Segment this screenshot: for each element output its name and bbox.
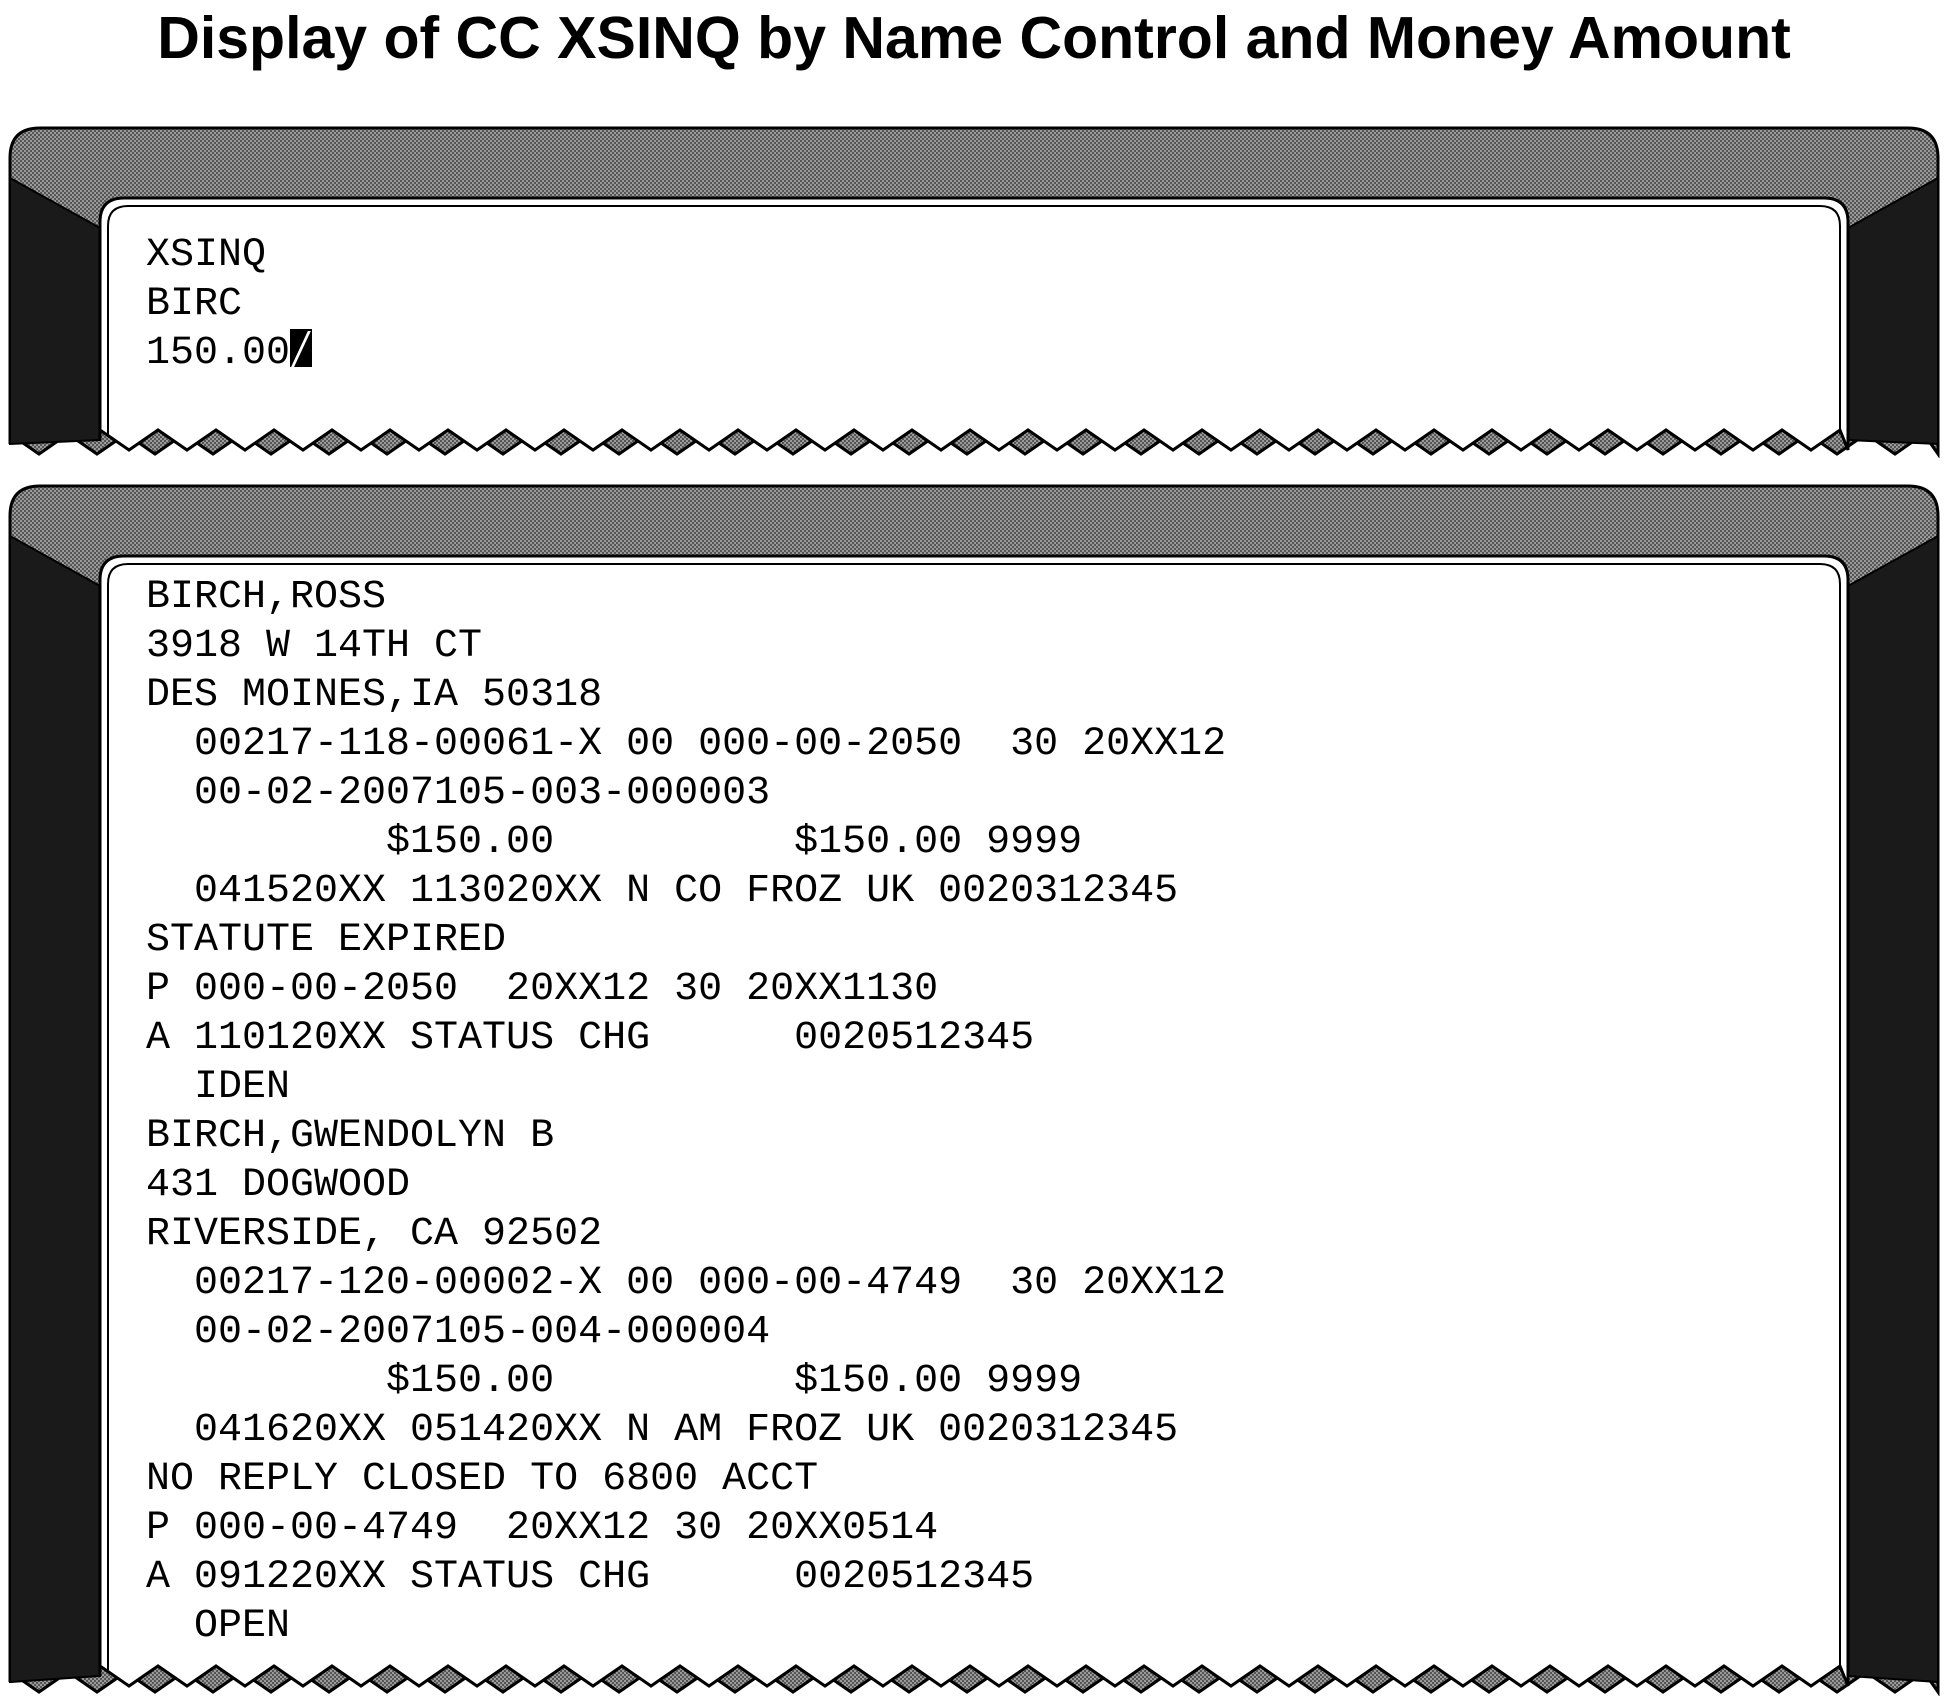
output-line-text: NO REPLY CLOSED TO 6800 ACCT <box>146 1457 819 1502</box>
output-line <box>146 1112 1226 1161</box>
output-line <box>146 573 1226 622</box>
output-line-text: 431 DOGWOOD <box>146 1163 411 1208</box>
output-line-text: STATUTE EXPIRED <box>146 918 507 963</box>
output-line <box>146 1406 1226 1455</box>
input-line <box>146 280 312 329</box>
output-line <box>146 1210 1226 1259</box>
output-line <box>146 867 1226 916</box>
output-line-text: 00-02-2007105-003-000003 <box>146 771 771 816</box>
output-line <box>146 1161 1226 1210</box>
input-line <box>146 231 312 280</box>
output-line-text: P 000-00-2050 20XX12 30 20XX1130 <box>146 967 939 1012</box>
output-line <box>146 1602 1226 1651</box>
input-line-text: BIRC <box>146 282 243 327</box>
output-line <box>146 1553 1226 1602</box>
input-line-text: XSINQ <box>146 233 267 278</box>
output-line-text: OPEN <box>146 1604 291 1649</box>
output-line-text: P 000-00-4749 20XX12 30 20XX0514 <box>146 1506 939 1551</box>
cursor-block-icon <box>290 329 312 367</box>
output-line <box>146 1455 1226 1504</box>
output-line-text: A 091220XX STATUS CHG 0020512345 <box>146 1555 1035 1600</box>
output-line-text: 041520XX 113020XX N CO FROZ UK 0020312345 <box>146 869 1179 914</box>
output-line-text: A 110120XX STATUS CHG 0020512345 <box>146 1016 1035 1061</box>
output-line <box>146 1308 1226 1357</box>
output-line <box>146 965 1226 1014</box>
page-title: Display of CC XSINQ by Name Control and Money Amount <box>157 5 1791 71</box>
output-line <box>146 622 1226 671</box>
output-line-text: $150.00 $150.00 9999 <box>146 1359 1083 1404</box>
output-line-text: 3918 W 14TH CT <box>146 624 483 669</box>
output-line <box>146 1504 1226 1553</box>
output-line-text: DES MOINES,IA 50318 <box>146 673 603 718</box>
terminal-screen <box>100 198 1848 450</box>
output-line-text: RIVERSIDE, CA 92502 <box>146 1212 603 1257</box>
output-line <box>146 916 1226 965</box>
output-line-text: BIRCH,GWENDOLYN B <box>146 1114 555 1159</box>
output-line <box>146 1357 1226 1406</box>
output-line-text: BIRCH,ROSS <box>146 575 387 620</box>
output-line-text: 041620XX 051420XX N AM FROZ UK 0020312345 <box>146 1408 1179 1453</box>
input-line-text: 150.00 <box>146 331 291 376</box>
output-line-text: $150.00 $150.00 9999 <box>146 820 1083 865</box>
output-screen-text <box>146 573 1226 1651</box>
output-line-text: 00217-118-00061-X 00 000-00-2050 30 20XX12 <box>146 722 1227 767</box>
output-line <box>146 1014 1226 1063</box>
output-line <box>146 1259 1226 1308</box>
output-line <box>146 1063 1226 1112</box>
output-line <box>146 671 1226 720</box>
output-line <box>146 769 1226 818</box>
input-line <box>146 329 312 378</box>
output-line-text: IDEN <box>146 1065 291 1110</box>
output-line-text: 00-02-2007105-004-000004 <box>146 1310 771 1355</box>
output-line <box>146 720 1226 769</box>
output-line <box>146 818 1226 867</box>
output-line-text: 00217-120-00002-X 00 000-00-4749 30 20XX12 <box>146 1261 1227 1306</box>
input-screen-text <box>146 231 312 378</box>
